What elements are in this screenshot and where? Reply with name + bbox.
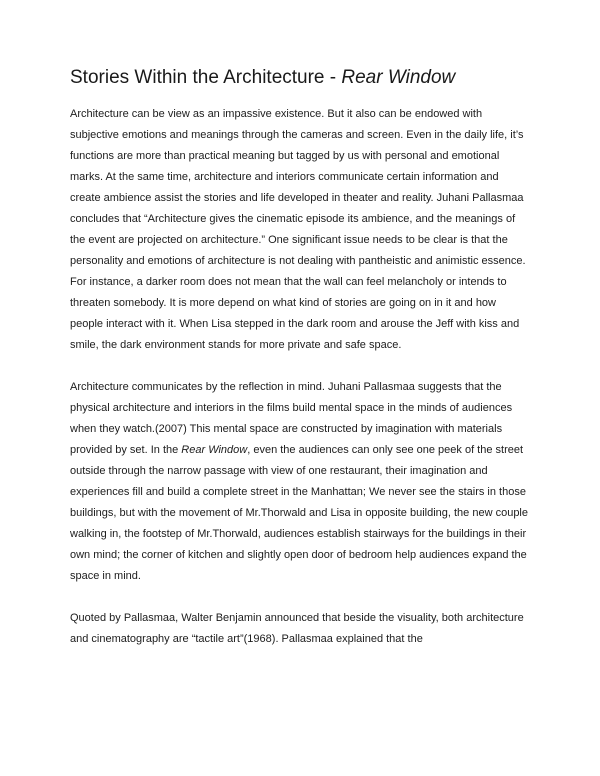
document-body [70,66,532,671]
title-main: Stories Within the Architecture - [70,67,342,88]
paragraph-2-text-before: Architecture communicates by the reflection in mind. Juhani Pallasmaa suggests that the physical architecture and interiors in the films build mental space in the minds of audiences when they watch.(2007) This mental space are constructed by imagination with materials provided by set. In the [70,381,513,456]
title-film-name: Rear Window [341,67,456,88]
page-title [70,66,532,90]
paragraph-3: Quoted by Pallasmaa, Walter Benjamin announced that beside the visuality, both architecture and cinematography are “tactile art”(1968). Pallasmaa explained that the [70,612,524,645]
paragraph-2 [70,377,532,587]
paragraph-2-film-name: Rear Window [181,444,248,456]
paragraph-2-text-after: , even the audiences can only see one peek of the street outside through the narrow passage with view of one restaurant, their imagination and experiences fill and build a complete street in the Manhattan; We never see the stairs in those buildings, but with the movement of Mr.Thorwald and Lisa in opposite building, the new couple walking in, the footstep of Mr.Thorwald, audiences establish stairways for the buildings in their own mind; the corner of kitchen and slightly open door of bedroom help audiences expand the space in mind. [70,444,528,582]
paragraph-1: Architecture can be view as an impassive existence. But it also can be endowed with subjective emotions and meanings through the cameras and screen. Even in the daily life, it’s functions are more than practical meaning but tagged by us with personal and emotional marks. At the same time, architecture and interiors communicate certain information and create ambience assist the stories and life developed in theater and reality. Juhani Pallasmaa concludes that “Architecture gives the cinematic episode its ambience, and the meanings of the event are projected on architecture.” One significant issue needs to be clear is that the personality and emotions of architecture is not dealing with pantheistic and animistic essence. For instance, a darker room does not mean that the wall can feel melancholy or intends to threaten somebody. It is more depend on what kind of stories are going on in it and how people interact with it. When Lisa stepped in the dark room and arouse the Jeff with kiss and smile, the dark environment stands for more private and safe space. [70,108,526,351]
